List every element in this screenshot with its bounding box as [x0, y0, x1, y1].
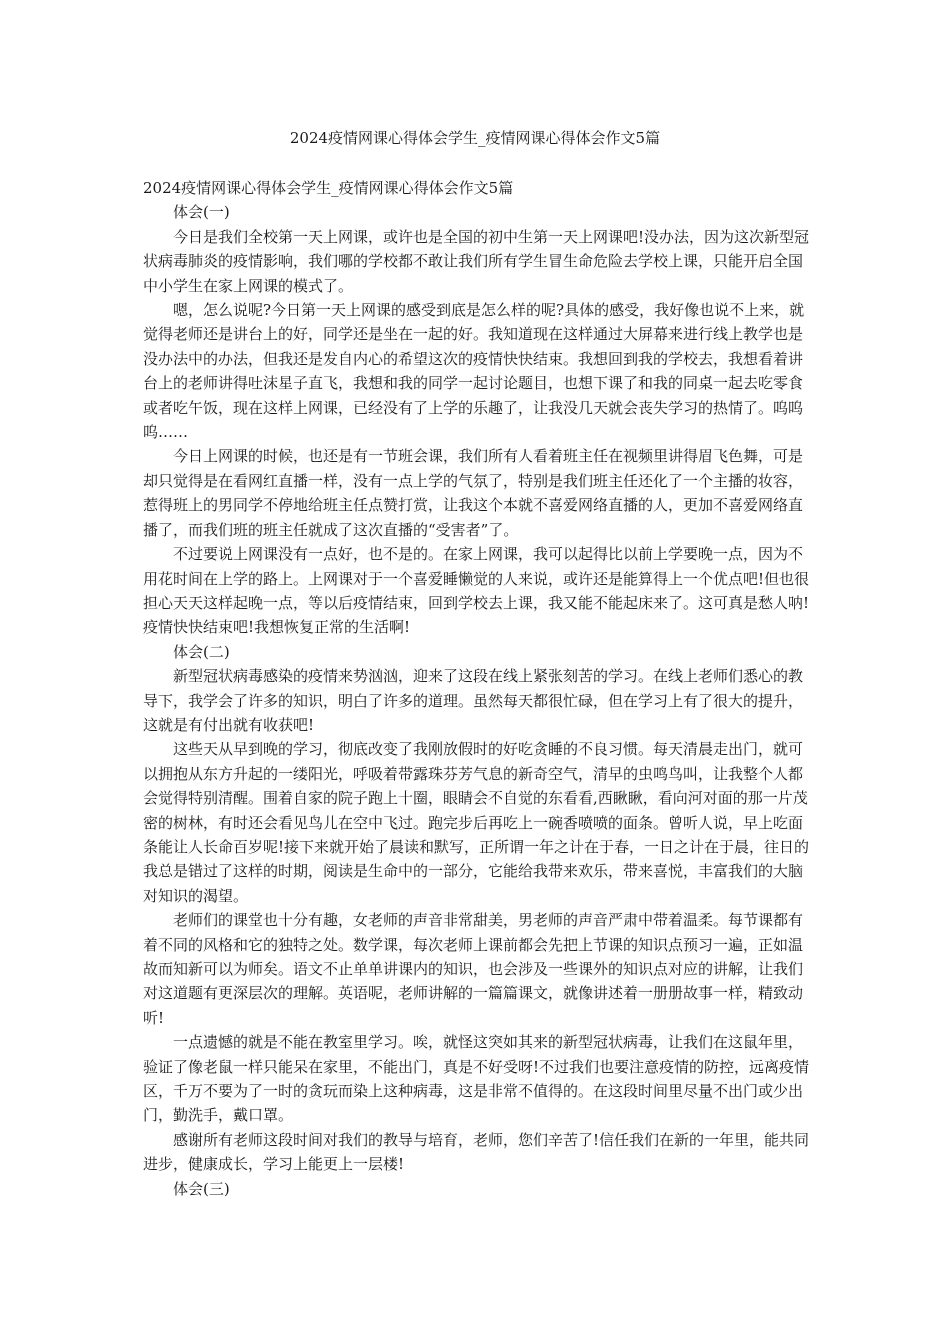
section-heading-1: 体会(一) — [173, 203, 230, 222]
document-subtitle: 2024疫情网课心得体会学生_疫情网课心得体会作文5篇 — [143, 179, 514, 197]
paragraph: 老师们的课堂也十分有趣，女老师的声音非常甜美，男老师的声音严肃中带着温柔。每节课都有着不同的风格和它的独特之处。数学课，每次老师上课前都会先把上节课的知识点预习一遍，正如温故而知新可以为师矣。语文不止单单讲课内的知识，也会涉及一些课外的知识点对应的讲解，让我们对这道题有更深层次的理解。英语呢，老师讲解的一篇篇课文，就像讲述着一册册故事一样，精致动听! — [143, 911, 804, 1027]
paragraph: 嗯，怎么说呢?今日第一天上网课的感受到底是怎么样的呢?具体的感受，我好像也说不上来，就觉得老师还是讲台上的好，同学还是坐在一起的好。我知道现在这样通过大屏幕来进行线上教学也是没办法中的办法，但我还是发自内心的希望这次的疫情快快结束。我想回到我的学校去，我想看着讲台上的老师讲得吐沫星子直飞，我想和我的同学一起讨论题目，也想下课了和我的同桌一起去吃零食或者吃午饭，现在这样上网课，已经没有了上学的乐趣了，让我没几天就会丧失学习的热情了。呜呜呜…… — [143, 301, 805, 442]
paragraph: 感谢所有老师这段时间对我们的教导与培育，老师，您们辛苦了!信任我们在新的一年里，能共同进步，健康成长，学习上能更上一层楼! — [143, 1130, 810, 1174]
paragraph: 一点遗憾的就是不能在教室里学习。唉，就怪这突如其来的新型冠状病毒，让我们在这鼠年里，验证了像老鼠一样只能呆在家里，不能出门，真是不好受呀!不过我们也要注意疫情的防控，远离疫情区，千万不要为了一时的贪玩而染上这种病毒，这是非常不值得的。在这段时间里尽量不出门或少出门，勤洗手，戴口罩。 — [143, 1033, 810, 1125]
paragraph: 今日是我们全校第一天上网课，或许也是全国的初中生第一天上网课吧!没办法，因为这次新型冠状病毒肺炎的疫情影响，我们哪的学校都不敢让我们所有学生冒生命危险去学校上课，只能开启全国中小学生在家上网课的模式了。 — [143, 227, 810, 295]
paragraph: 新型冠状病毒感染的疫情来势汹汹，迎来了这段在线上紧张刻苦的学习。在线上老师们悉心的教导下，我学会了许多的知识，明白了许多的道理。虽然每天都很忙碌，但在学习上有了很大的提升，这就是有付出就有收获吧! — [143, 667, 804, 734]
section-heading-3: 体会(三) — [173, 1179, 230, 1198]
paragraph: 不过要说上网课没有一点好，也不是的。在家上网课，我可以起得比以前上学要晚一点，因为不用花时间在上学的路上。上网课对于一个喜爱睡懒觉的人来说，或许还是能算得上一个优点吧!但也很担心天天这样起晚一点，等以后疫情结束，回到学校去上课，我又能不能起床来了。这可真是愁人呐!疫情快快结束吧!我想恢复正常的生活啊! — [143, 545, 810, 637]
paragraph: 这些天从早到晚的学习，彻底改变了我刚放假时的好吃贪睡的不良习惯。每天清晨走出门，就可以拥抱从东方升起的一缕阳光，呼吸着带露珠芬芳气息的新奇空气，清早的虫鸣鸟叫，让我整个人都会觉得特别清醒。围着自家的院子跑上十圈，眼睛会不自觉的东看看,西瞅瞅，看向河对面的那一片茂密的树林，有时还会看见鸟儿在空中飞过。跑完步后再吃上一碗香喷喷的面条。曾听人说，早上吃面条能让人长命百岁呢!接下来就开始了晨读和默写，正所谓一年之计在于春，一日之计在于晨，往日的我总是错过了这样的时期，阅读是生命中的一部分，它能给我带来欢乐，带来喜悦，丰富我们的大脑对知识的渴望。 — [143, 740, 810, 905]
document-body — [143, 176, 815, 1201]
section-heading-2: 体会(二) — [173, 642, 230, 661]
paragraph: 今日上网课的时候，也还是有一节班会课，我们所有人看着班主任在视频里讲得眉飞色舞，可是却只觉得是在看网红直播一样，没有一点上学的气氛了，特别是我们班主任还化了一个主播的妆容，惹得班上的男同学不停地给班主任点赞打赏，让我这个本就不喜爱网络直播的人，更加不喜爱网络直播了，而我们班的班主任就成了这次直播的“受害者”了。 — [143, 447, 804, 539]
document-title: 2024疫情网课心得体会学生_疫情网课心得体会作文5篇 — [289, 129, 661, 147]
